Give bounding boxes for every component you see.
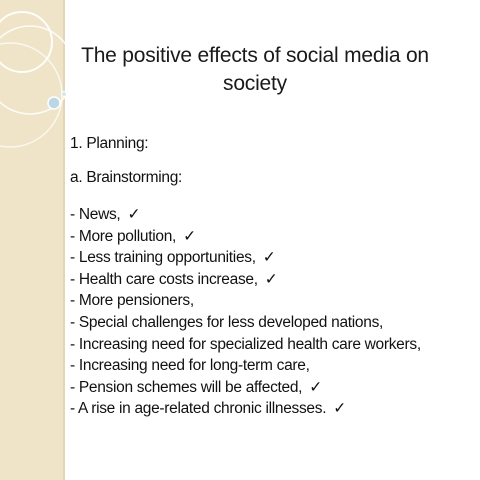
section-heading: 1. Planning: xyxy=(70,135,149,152)
check-mark-icon: ✓ xyxy=(183,227,196,245)
list-item-text: - Health care costs increase, xyxy=(70,270,258,288)
brainstorm-list xyxy=(70,204,470,420)
list-item-text: - A rise in age-related chronic illnesses. xyxy=(70,400,327,418)
decor-ring-3 xyxy=(0,43,62,147)
list-item-text: - News, xyxy=(70,206,121,223)
list-item-text: - Pension schemes will be affected, xyxy=(70,378,303,396)
list-item-text: - Increasing need for long-term care, xyxy=(70,357,310,375)
check-mark-icon: ✓ xyxy=(309,378,322,396)
list-item xyxy=(70,290,470,312)
slide-title: The positive effects of social media on society xyxy=(81,44,429,95)
list-item-text: - More pollution, xyxy=(70,227,177,245)
list-item xyxy=(70,398,470,420)
check-mark-icon: ✓ xyxy=(333,400,346,418)
decor-ring-1 xyxy=(0,12,52,72)
list-item-text: - Increasing need for specialized health care workers, xyxy=(70,335,421,353)
check-mark-icon: ✓ xyxy=(262,249,276,267)
list-item xyxy=(70,312,470,334)
list-item xyxy=(70,226,470,248)
list-item xyxy=(70,269,470,291)
slide-body xyxy=(70,134,470,420)
list-item xyxy=(70,355,470,377)
list-item xyxy=(70,334,470,356)
list-item-text: - Special challenges for less developed nations, xyxy=(70,313,384,331)
list-item xyxy=(70,377,470,399)
list-item-text: - More pensioners, xyxy=(70,292,194,310)
list-item-text: - Less training opportunities, xyxy=(70,249,256,267)
decor-bead-small xyxy=(62,92,67,97)
decor-bead-large xyxy=(48,97,60,109)
list-item xyxy=(70,247,470,269)
check-mark-icon: ✓ xyxy=(264,270,278,288)
list-item xyxy=(70,204,470,226)
subheading: a. Brainstorming: xyxy=(70,169,183,186)
check-mark-icon: ✓ xyxy=(127,206,141,223)
